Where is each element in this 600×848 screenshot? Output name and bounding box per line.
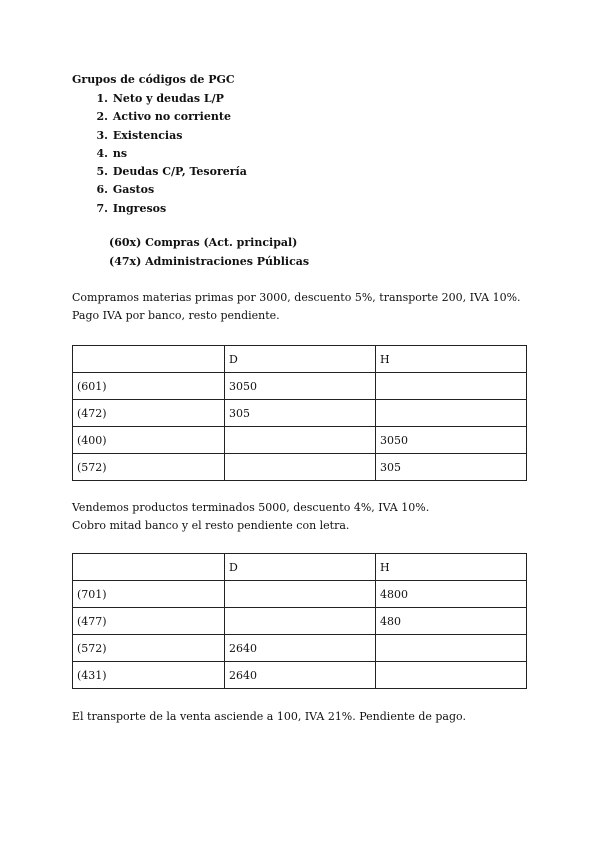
table-row <box>73 373 527 400</box>
table-header-row <box>73 346 527 373</box>
list-label: Neto y deudas L/P <box>112 92 224 105</box>
list-item <box>72 163 247 181</box>
exercise1-statement <box>72 289 521 325</box>
list-item <box>72 127 247 145</box>
table-cell <box>376 662 527 689</box>
heading-pgc-groups: Grupos de códigos de PGC <box>72 73 235 86</box>
list-label: Gastos <box>112 183 155 197</box>
table-cell: 480 <box>376 608 527 635</box>
list-label: Ingresos <box>112 201 167 215</box>
table-cell: (472) <box>73 400 225 427</box>
table-row <box>73 427 527 454</box>
list-item <box>72 200 247 218</box>
list-label: Existencias <box>112 128 183 142</box>
list-number: 5. <box>96 165 108 179</box>
table-row <box>73 662 527 689</box>
table-header-row <box>73 554 527 581</box>
list-item <box>72 145 247 163</box>
table-row <box>73 400 527 427</box>
list-label: Activo no corriente <box>112 110 231 124</box>
list-number: 3. <box>96 128 108 142</box>
exercise1-line-1: Compramos materias primas por 3000, descuento 5%, transporte 200, IVA 10%. <box>72 291 521 304</box>
table-cell: (477) <box>73 608 225 635</box>
exercise3-statement <box>72 708 466 726</box>
table-cell: 3050 <box>376 427 527 454</box>
table-cell <box>225 608 376 635</box>
table-cell <box>376 635 527 662</box>
table-cell: (431) <box>73 662 225 689</box>
exercise2-line-1: Vendemos productos terminados 5000, descuento 4%, IVA 10%. <box>72 501 430 514</box>
list-number: 1. <box>96 92 108 105</box>
table-cell: 3050 <box>225 373 376 400</box>
exercise2-line-2: Cobro mitad banco y el resto pendiente con letra. <box>72 519 350 532</box>
table-cell <box>73 346 225 373</box>
table-cell: (572) <box>73 635 225 662</box>
table-cell <box>225 581 376 608</box>
table-cell: (572) <box>73 454 225 481</box>
table-row <box>73 581 527 608</box>
subgroups-block <box>109 234 309 271</box>
table-cell: 2640 <box>225 662 376 689</box>
table-cell: H <box>376 346 527 373</box>
list-number: 4. <box>96 146 108 160</box>
list-item <box>72 108 247 126</box>
exercise1-line-2: Pago IVA por banco, resto pendiente. <box>72 309 280 322</box>
list-label: Deudas C/P, Tesorería <box>112 165 247 179</box>
pgc-groups-list <box>72 90 247 218</box>
table-row <box>73 635 527 662</box>
table-cell: (400) <box>73 427 225 454</box>
table-cell <box>376 373 527 400</box>
exercise2-statement <box>72 499 429 535</box>
table-cell <box>376 400 527 427</box>
exercise1-ledger-table <box>72 345 527 481</box>
table-cell: 305 <box>376 454 527 481</box>
table-cell <box>225 454 376 481</box>
table-cell <box>73 554 225 581</box>
table-cell: 2640 <box>225 635 376 662</box>
list-item <box>72 181 247 199</box>
subgroup-47x: (47x) Administraciones Públicas <box>109 254 310 268</box>
table-cell: 4800 <box>376 581 527 608</box>
table-row <box>73 608 527 635</box>
list-label: ns <box>112 146 128 160</box>
list-item <box>72 90 247 108</box>
table-cell: 305 <box>225 400 376 427</box>
table-cell: D <box>225 346 376 373</box>
exercise2-ledger-table <box>72 553 527 689</box>
list-number: 7. <box>96 201 108 215</box>
table-cell: D <box>225 554 376 581</box>
table-row <box>73 454 527 481</box>
list-number: 2. <box>96 110 108 124</box>
exercise3-line-1: El transporte de la venta asciende a 100, IVA 21%. Pendiente de pago. <box>72 710 466 723</box>
subgroup-60x: (60x) Compras (Act. principal) <box>109 236 298 249</box>
table-cell: (601) <box>73 373 225 400</box>
table-cell: H <box>376 554 527 581</box>
table-cell <box>225 427 376 454</box>
table-cell: (701) <box>73 581 225 608</box>
list-number: 6. <box>96 183 108 197</box>
